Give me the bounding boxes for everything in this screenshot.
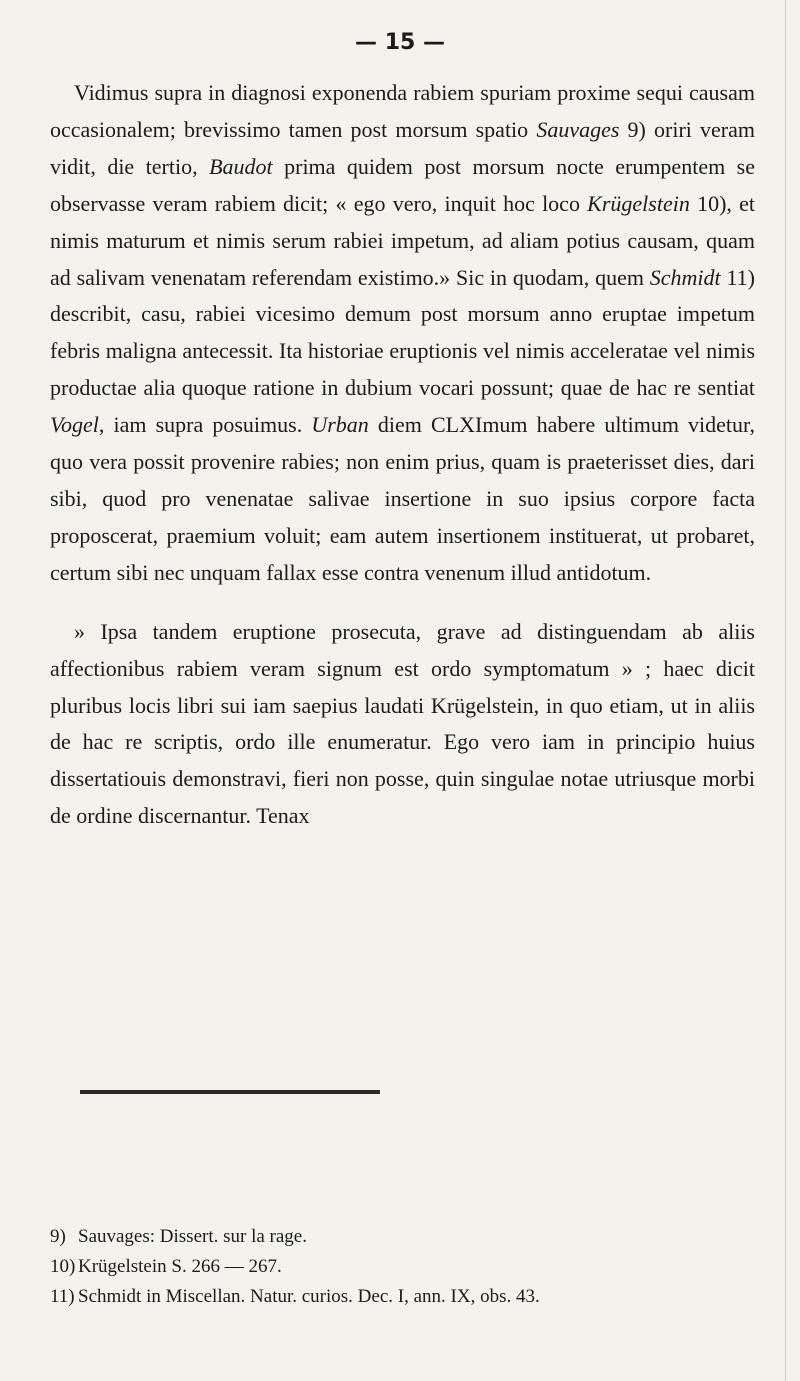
footnote-text: Krügelstein S. 266 — 267. bbox=[78, 1256, 282, 1277]
text-run: prima quidem post morsum nocte erumpentem se observasse veram rabiem dicit; « ego vero, inquit hoc loco bbox=[50, 153, 755, 216]
body-text bbox=[50, 75, 755, 835]
text-run: » Ipsa tandem eruptione prosecuta, grave ad distinguendam ab aliis affectionibus rabiem veram signum est ordo symptomatum » ; haec dicit pluribus locis libri sui iam saepius laudati Krügelstein, in quo etiam, ut in aliis de hac re scriptis, ordo ille enumeratur. Ego vero iam in principio huius dissertatiouis demonstravi, fieri non posse, quin singulae notae utriusque morbi de ordine discernantur. Tenax bbox=[50, 618, 755, 829]
footnote-rule bbox=[80, 1090, 380, 1094]
text-run: 10), et nimis maturum et nimis serum rabiei impetum, ad aliam potius causam, quam ad salivam venenatam referendam existimo.» Sic in quodam, quem bbox=[50, 190, 755, 290]
text-run: diem CLXImum habere ultimum videtur, quo vera possit provenire rabies; non enim prius, quam is praeterisset dies, dari sibi, quod pro venenatae salivae insertione in suo ipsius corpore facta proposcerat, praemium voluit; eam autem insertionem instituerat, ut probaret, certum sibi nec unquam fallax esse contra venenum illud antidotum. bbox=[50, 412, 755, 585]
paragraph-2 bbox=[50, 614, 755, 835]
footnote-number: 9) bbox=[50, 1226, 66, 1247]
footnote-text: Schmidt in Miscellan. Natur. curios. Dec. I, ann. IX, obs. 43. bbox=[78, 1286, 540, 1307]
text-run: Vidimus supra in diagnosi exponenda rabiem spuriam proxime sequi causam occasionalem; brevissimo tamen post morsum spatio bbox=[50, 80, 755, 142]
page-number: — 15 — bbox=[355, 30, 445, 55]
cited-author: Krügelstein bbox=[587, 190, 690, 216]
text-run: , iam supra posuimus. bbox=[98, 412, 312, 438]
footnote-10 bbox=[50, 1252, 755, 1282]
page-edge-line bbox=[785, 0, 786, 1381]
text-run: 11) describit, casu, rabiei vicesimo demum post morsum anno eruptae impetum febris maligna antecessit. Ita historiae eruptionis vel nimis acceleratae vel nimis productae alia quoque ratione in dubium vocari possunt; quae de hac re sentiat bbox=[50, 264, 755, 401]
footnote-11 bbox=[50, 1282, 755, 1312]
cited-author: Vogel bbox=[50, 412, 99, 438]
paragraph-1 bbox=[50, 75, 755, 592]
cited-author: Urban bbox=[311, 412, 369, 438]
footnote-number: 11) bbox=[50, 1286, 75, 1307]
text-run: 9) oriri veram vidit, die tertio, bbox=[50, 116, 755, 179]
footnote-number: 10) bbox=[50, 1256, 76, 1277]
cited-author: Baudot bbox=[209, 153, 273, 179]
cited-author: Sauvages bbox=[536, 116, 620, 142]
footnote-9 bbox=[50, 1222, 755, 1252]
footnote-text: Sauvages: Dissert. sur la rage. bbox=[78, 1226, 307, 1247]
footnotes bbox=[50, 1222, 755, 1312]
cited-author: Schmidt bbox=[649, 264, 721, 290]
